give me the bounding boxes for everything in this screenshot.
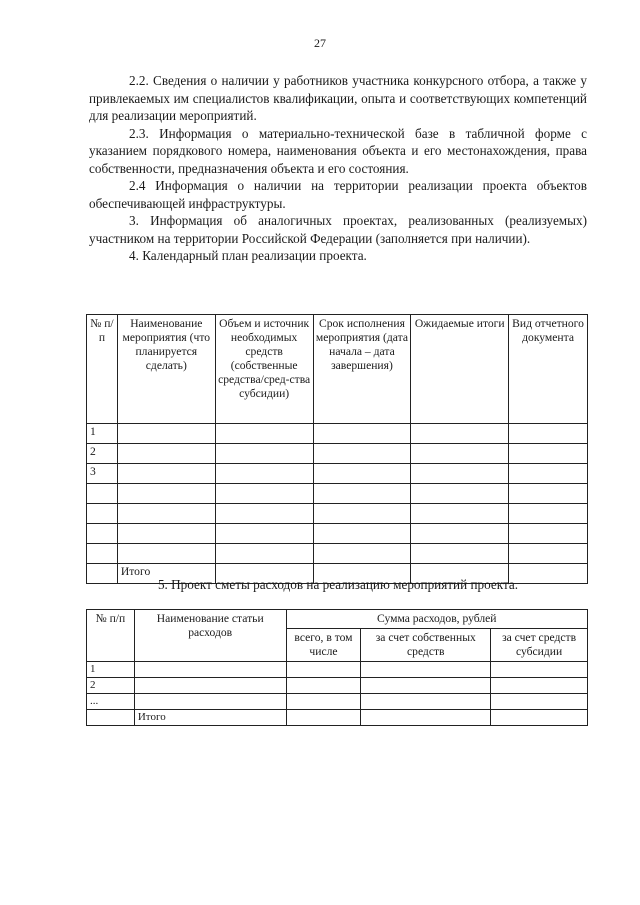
row-number bbox=[87, 504, 118, 524]
paragraph-3: 3. Информация об аналогичных проектах, реализованных (реализуемых) участником на территории Российской Федерации (заполняется при наличии). bbox=[89, 213, 587, 246]
table-row bbox=[87, 504, 588, 524]
row-number bbox=[87, 544, 118, 564]
table-cell bbox=[411, 504, 509, 524]
table-cell bbox=[411, 444, 509, 464]
header-term: Срок исполнения мероприятия (дата начала – дата завершения) bbox=[313, 315, 411, 424]
table-cell bbox=[215, 464, 313, 484]
table-cell bbox=[313, 464, 411, 484]
header-event-name: Наименование мероприятия (что планируется сделать) bbox=[117, 315, 215, 424]
table-cell bbox=[491, 678, 588, 694]
table-header-row bbox=[87, 610, 588, 629]
header-expected-results: Ожидаемые итоги bbox=[411, 315, 509, 424]
table-cell bbox=[313, 504, 411, 524]
table-cell bbox=[313, 424, 411, 444]
table-cell bbox=[87, 710, 135, 726]
table-cell bbox=[509, 424, 588, 444]
document-body bbox=[89, 72, 587, 265]
table-cell bbox=[411, 464, 509, 484]
row-number: 1 bbox=[87, 424, 118, 444]
calendar-plan-table bbox=[86, 314, 588, 584]
paragraph-2-4: 2.4 Информация о наличии на территории реализации проекта объектов обеспечивающей инфраструктуры. bbox=[89, 178, 587, 211]
header-funding: Объем и источник необходимых средств (собственные средства/сред-ства субсидии) bbox=[215, 315, 313, 424]
table-row bbox=[87, 424, 588, 444]
table-cell bbox=[509, 504, 588, 524]
paragraph-2-2: 2.2. Сведения о наличии у работников участника конкурсного отбора, а также у привлекаемых им специалистов квалификации, опыта и соответствующих компетенций для реализации мероприятий. bbox=[89, 73, 587, 123]
row-number: 2 bbox=[87, 444, 118, 464]
table-cell bbox=[509, 484, 588, 504]
table-cell bbox=[117, 504, 215, 524]
paragraph-2-3: 2.3. Информация о материально-технической базе в табличной форме с указанием порядкового номера, наименования объекта и его местонахождения, права собственности, предназначения объекта и его состояния. bbox=[89, 125, 587, 176]
table-row bbox=[87, 678, 588, 694]
table-row bbox=[87, 694, 588, 710]
table-cell bbox=[313, 444, 411, 464]
budget-heading: 5. Проект сметы расходов на реализацию мероприятий проекта. bbox=[157, 577, 519, 592]
table-cell bbox=[491, 662, 588, 678]
table-cell bbox=[509, 444, 588, 464]
table-cell bbox=[286, 694, 361, 710]
row-number: 1 bbox=[87, 662, 135, 678]
header-number: № п/п bbox=[87, 610, 135, 662]
total-label: Итого bbox=[117, 564, 215, 584]
table-cell bbox=[215, 544, 313, 564]
table-cell bbox=[313, 524, 411, 544]
table-cell bbox=[509, 524, 588, 544]
table-total-row bbox=[87, 710, 588, 726]
table-cell bbox=[117, 544, 215, 564]
table-cell bbox=[134, 678, 286, 694]
page-number: 27 bbox=[314, 36, 326, 50]
table-cell bbox=[286, 662, 361, 678]
table-cell bbox=[491, 694, 588, 710]
table-cell bbox=[313, 544, 411, 564]
row-number bbox=[87, 484, 118, 504]
table-cell bbox=[134, 694, 286, 710]
header-report-document: Вид отчетного документа bbox=[509, 315, 588, 424]
header-total-including: всего, в том числе bbox=[286, 629, 361, 662]
table-cell bbox=[361, 678, 491, 694]
header-expense-sum: Сумма расходов, рублей bbox=[286, 610, 587, 629]
header-number: № п/п bbox=[87, 315, 118, 424]
table-row bbox=[87, 544, 588, 564]
row-number: 3 bbox=[87, 464, 118, 484]
table-cell bbox=[117, 444, 215, 464]
table-cell bbox=[134, 662, 286, 678]
header-own-funds: за счет собственных средств bbox=[361, 629, 491, 662]
header-subsidy-funds: за счет средств субсидии bbox=[491, 629, 588, 662]
table-row bbox=[87, 464, 588, 484]
paragraph-4: 4. Календарный план реализации проекта. bbox=[129, 248, 367, 263]
row-number: 2 bbox=[87, 678, 135, 694]
table-cell bbox=[509, 464, 588, 484]
table-cell bbox=[361, 694, 491, 710]
table-cell bbox=[215, 484, 313, 504]
table-cell bbox=[215, 444, 313, 464]
table-cell bbox=[215, 424, 313, 444]
table-cell bbox=[361, 662, 491, 678]
table-cell bbox=[509, 544, 588, 564]
table-cell bbox=[117, 524, 215, 544]
table-cell bbox=[411, 424, 509, 444]
header-expense-item: Наименование статьи расходов bbox=[134, 610, 286, 662]
table-cell bbox=[117, 464, 215, 484]
table-cell bbox=[313, 484, 411, 504]
table-row bbox=[87, 524, 588, 544]
total-label: Итого bbox=[134, 710, 286, 726]
table-cell bbox=[411, 544, 509, 564]
table-cell bbox=[491, 710, 588, 726]
table-row bbox=[87, 484, 588, 504]
table-cell bbox=[411, 484, 509, 504]
table-cell bbox=[286, 710, 361, 726]
table-row bbox=[87, 444, 588, 464]
table-cell bbox=[215, 524, 313, 544]
row-number: ... bbox=[87, 694, 135, 710]
table-cell bbox=[215, 504, 313, 524]
table-cell bbox=[286, 678, 361, 694]
table-cell bbox=[117, 484, 215, 504]
row-number bbox=[87, 524, 118, 544]
budget-table bbox=[86, 609, 588, 726]
table-header-row bbox=[87, 315, 588, 424]
table-cell bbox=[361, 710, 491, 726]
table-row bbox=[87, 662, 588, 678]
table-cell bbox=[117, 424, 215, 444]
table-cell bbox=[411, 524, 509, 544]
